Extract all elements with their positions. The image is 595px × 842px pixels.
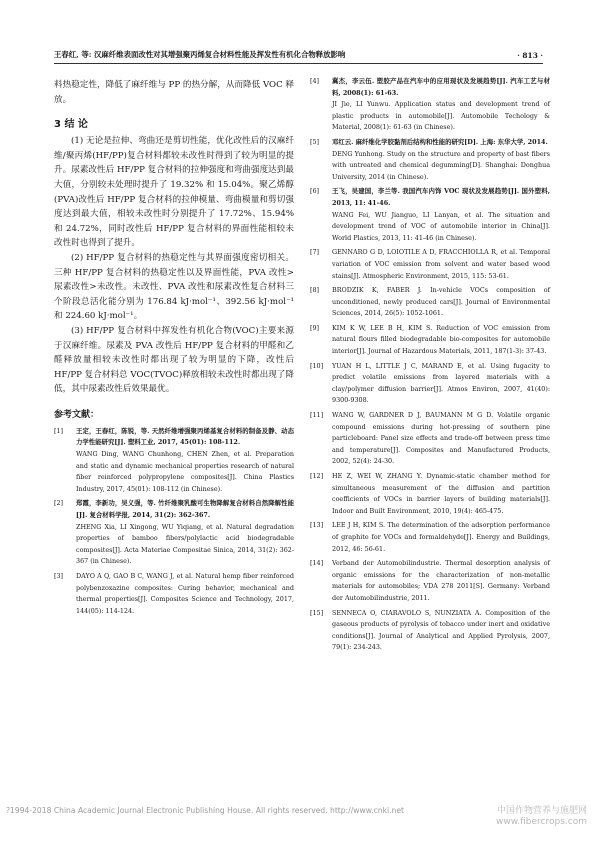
reference-text — [332, 558, 550, 604]
watermark-line-2: www.fibercrops.com — [496, 817, 587, 827]
reference-number: [12] — [310, 472, 324, 480]
reference-number: [13] — [310, 521, 324, 530]
reference-number: [9] — [310, 323, 320, 332]
reference-english: BRODZIK K, FABER J. In-vehicle VOCs composition of unconditioned, newly produced cars[J]. Journal of Environmental Sciences, 2014, 26(5): 1052-1061. — [332, 286, 550, 318]
reference-text — [332, 137, 550, 183]
reference-number: [15] — [310, 608, 324, 617]
reference-english: LEE J H, KIM S. The determination of the adsorption performance of graphite for VOCs and formaldehyde[J]. Energy and Buildings, 2012, 46: 56-61. — [332, 521, 550, 553]
reference-item — [310, 323, 550, 358]
reference-text — [332, 471, 550, 517]
left-column — [54, 78, 294, 620]
right-column — [310, 76, 550, 657]
reference-number: [5] — [310, 137, 320, 146]
references-heading: 参考文献： — [54, 409, 100, 420]
reference-item — [54, 571, 294, 617]
section-heading-conclusions: 3 结 论 — [54, 119, 88, 131]
reference-item — [310, 410, 550, 468]
reference-english: WANG Ding, WANG Chunhong, CHEN Zhen, et al. Preparation and static and dynamic mechanical properties research of natural fiber reinforced polypropylene composites[J]. China Plastics Industry, 2017, 45(01): 108-112 (in Chinese). — [76, 450, 294, 493]
reference-english: YUAN H L, LITTLE J C, MARAND E, et al. Using fugacity to predict volatile emissions from layered materials with a clay/polymer diffusion barrier[J]. Atmos Environ, 2007, 41(40): 9300-9308. — [332, 361, 550, 405]
reference-number: [14] — [310, 559, 324, 568]
reference-text — [332, 76, 550, 134]
reference-chinese: 王飞，吴建国，李兰等. 我国汽车内饰 VOC 现状及发展趋势[J]. 国外塑料, 2013, 11: 41-46. — [332, 187, 550, 207]
reference-english: WANG W, GARDNER D J, BAUMANN M G D. Volatile organic compound emissions during hot-pressing of southern pine particleboard: Panel size effects and trade-off between press time and temperature[J]. Composites and Manufactured Products, 2002, 52(4): 24-30. — [332, 411, 550, 466]
reference-number: [11] — [310, 411, 324, 420]
reference-item — [310, 186, 550, 244]
reference-item — [54, 426, 294, 496]
reference-text — [332, 520, 550, 555]
reference-text — [332, 247, 550, 282]
reference-item — [310, 361, 550, 407]
running-header — [54, 42, 543, 64]
reference-number: [8] — [310, 286, 320, 295]
reference-text — [76, 426, 294, 496]
reference-list-left — [54, 426, 294, 618]
reference-text — [76, 498, 294, 568]
reference-text — [332, 361, 550, 407]
reference-number: [6] — [310, 187, 320, 196]
reference-chinese: 郑霞，李新功，吴义强，等. 竹纤维聚乳酸可生物降解复合材料自然降解性能[J]. 复合材料学报, 2014, 31(2): 362-367. — [76, 499, 294, 520]
conclusion-3: (3) HF/PP 复合材料中挥发性有机化合物(VOC)主要来源于汉麻纤维。尿素及 PVA 改性后 HF/PP 复合材料的甲醛和乙醛释放量相较未改性时都出现了较为明显的下降，改性后 HF/PP 复合材料总 VOC(TVOC)释放相较未改性时都出现了降低，其中尿素改性后效果最优。 — [54, 325, 294, 395]
reference-text — [332, 323, 550, 358]
reference-item — [310, 247, 550, 282]
reference-item — [310, 558, 550, 604]
reference-number: [1] — [54, 426, 64, 435]
reference-english: SENNECA O, CIARAVOLO S, NUNZIATA A. Composition of the gaseous products of pyrolysis of tobacco under inert and oxidative conditions[J]. Journal of Analytical and Applied Pyrolysis, 2007, 79(1): 234-243. — [332, 608, 550, 652]
reference-chinese: 冀杰，李云伍. 塑胶产品在汽车中的应用现状及发展趋势[J]. 汽车工艺与材料, 2008(1): 61-63. — [332, 77, 550, 97]
reference-item — [310, 76, 550, 134]
paragraph-continued: 料热稳定性，降低了麻纤维与 PP 的热分解，从而降低 VOC 释放。 — [54, 80, 294, 105]
reference-item — [54, 498, 294, 568]
reference-english: HE Z, WEI W, ZHANG Y. Dynamic-static chamber method for simultaneous measurement of the diffusion and partition coefficients of VOCs in barrier layers of building materials[J]. Indoor and Built Environment, 2010, 19(4): 465-475. — [332, 472, 550, 515]
reference-list-right — [310, 76, 550, 654]
reference-text — [332, 186, 550, 244]
reference-english: JI Jie, LI Yunwu. Application status and development trend of plastic products in automobile[J]. Automobile Techology & Material, 2008(1): 61-63 (in Chinese). — [332, 100, 550, 132]
reference-number: [2] — [54, 499, 64, 508]
reference-item — [310, 471, 550, 517]
reference-text — [332, 608, 550, 654]
reference-english: GENNARO G D, LOIOTILE A D, FRACCHIOLLA R, et al. Temporal variation of VOC emission from solvent and water based wood stains[J]. Atmospheric Environment, 2015, 115: 53-61. — [332, 248, 550, 280]
reference-number: [10] — [310, 361, 324, 370]
reference-chinese: 邓红云. 麻纤维化学胶黏剂后结构和性能的研究[D]. 上海: 东华大学, 2014. — [332, 137, 548, 146]
reference-chinese: 王定，王春红，陈锐，等. 天然纤维增强聚丙烯基复合材料的制备及静、动态力学性能研究[J]. 塑料工业, 2017, 45(01): 108-112. — [76, 426, 294, 447]
reference-text — [332, 410, 550, 468]
conclusion-2: (2) HF/PP 复合材料的热稳定性与其界面强度密切相关。三种 HF/PP 复合材料的热稳定性以及界面性能，PVA 改性>尿素改性>未改性。未改性、PVA 改性和尿素改性复合材料三个阶段总活化能分别为 176.84 kJ·mol⁻¹、392.56 kJ·mol⁻¹ 和 224.60 kJ·mol⁻¹。 — [54, 252, 294, 322]
copyright-footer: ?1994-2018 China Academic Journal Electronic Publishing House. All rights reserved. http://www.cnki.net — [6, 806, 405, 815]
reference-item — [310, 608, 550, 654]
reference-english: WANG Fei, WU Jianguo, LI Lanyan, et al. The situation and development trend of VOC of automobile interior in China[J]. World Plastics, 2013, 11: 41-46 (in Chinese). — [332, 210, 550, 242]
site-watermark — [496, 806, 587, 828]
page-number: · 813 · — [517, 51, 543, 60]
reference-text — [76, 571, 294, 617]
reference-english: DAYO A Q, GAO B C, WANG J, et al. Natural hemp fiber reinforced polybenzoxazine composites: Curing behavior, mechanical and thermal properties[J]. Composites Science and Technology, 2017, 144(05): 114-124. — [76, 572, 294, 615]
reference-number: [3] — [54, 572, 64, 580]
running-title: 王春红, 等: 汉麻纤维表面改性对其增强聚丙烯复合材料性能及挥发性有机化合物释放影响 — [54, 50, 346, 59]
watermark-line-1: 中国作物营养与施肥网 — [496, 806, 587, 816]
reference-english: ZHENG Xia, LI Xingong, WU Yiqiang, et al. Natural degradation properties of bamboo fibers/polylactic acid biodegradable composites[J]. Acta Materiae Compositae Sinica, 2014, 31(2): 362-367 (in Chinese). — [76, 522, 294, 566]
reference-item — [310, 137, 550, 183]
reference-english: KIM K W, LEE B H, KIM S. Reduction of VOC emission from natural flours filled biodegradable bio-composites for automobile interior[J]. Journal of Hazardous Materials, 2011, 187(1-3): 37-43. — [332, 323, 550, 356]
reference-item — [310, 285, 550, 320]
reference-number: [7] — [310, 248, 320, 257]
reference-number: [4] — [310, 77, 320, 85]
reference-english: DENG Yunhong. Study on the structure and property of bast fibers with untreated and chemical degumming[D]. Shanghai: Donghua University, 2014 (in Chinese). — [332, 149, 550, 181]
reference-text — [332, 285, 550, 320]
reference-item — [310, 520, 550, 555]
reference-english: Verband der Automobilindustrie. Thermal desorption analysis of organic emissions for the characterization of non-metallic materials for automobiles; VDA 278 2011[S]. Germany: Verband der Automobilindustrie, 2011. — [332, 559, 550, 602]
conclusion-1: (1) 无论是拉伸、弯曲还是剪切性能，优化改性后的汉麻纤维/聚丙烯(HF/PP)复合材料都较未改性时得到了较为明显的提升。尿素改性后 HF/PP 复合材料的拉伸强度和弯曲强度达到最大值，分别较未处理时提升了 19.32% 和 15.04%。聚乙烯醇(PVA)改性后 HF/PP 复合材料的拉伸模量、弯曲模量和剪切强度达到最大值，相较未改性时分别提升了 17.72%、15.94% 和 24.72%，同时改性后 HF/PP 复合材料的界面性能相较未改性时也得到了提升。 — [54, 136, 294, 249]
